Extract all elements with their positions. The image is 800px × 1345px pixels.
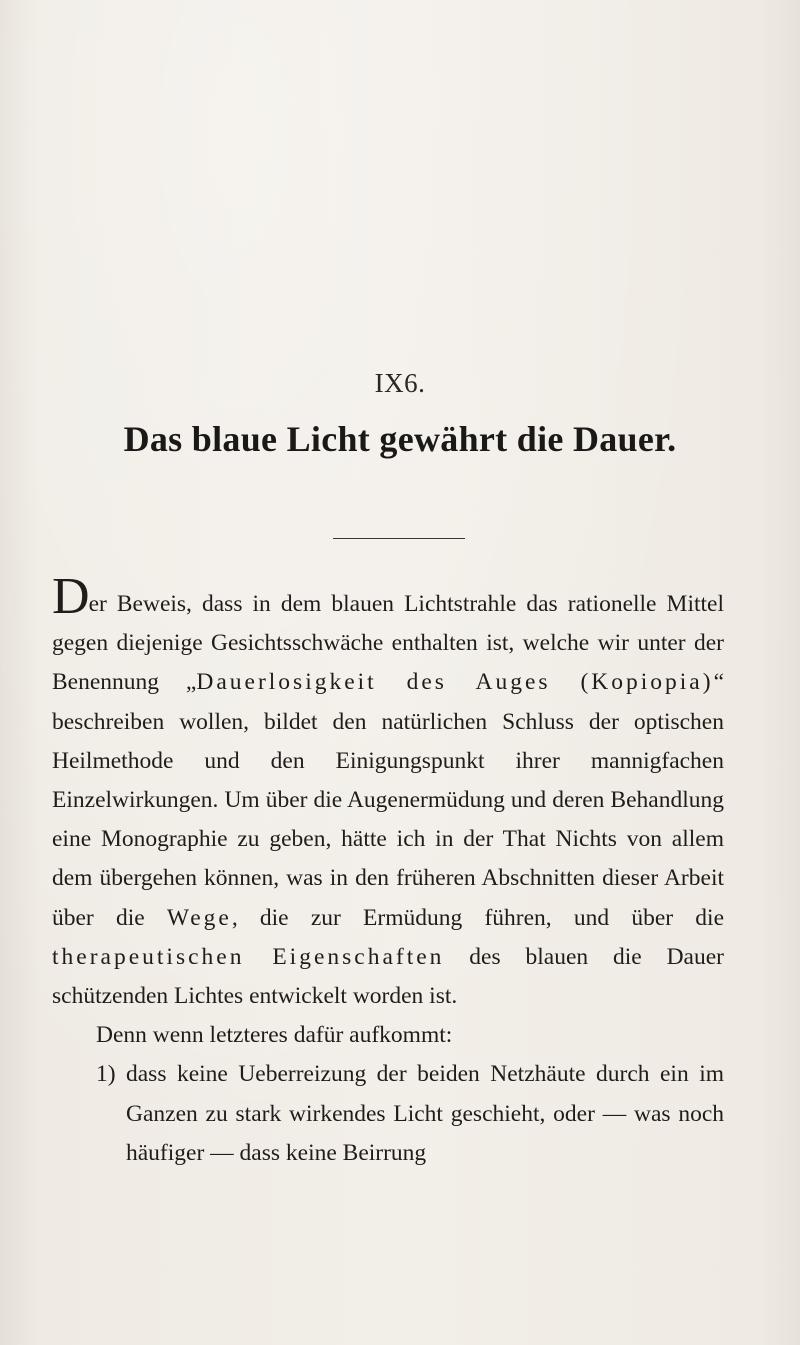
- paragraph-1-part-c: , die zur Ermüdung führen, und über die: [231, 904, 724, 931]
- emphasis-dauerlosigkeit: Dauerlosigkeit des Auges (Kopiopia): [196, 669, 714, 696]
- drop-cap: D: [52, 568, 90, 625]
- paragraph-1-part-d: des blauen die Dauer schützenden Lichtes entwickelt worden ist.: [52, 943, 724, 1010]
- list-item-text: dass keine Ueberreizung der beiden Netzhäute durch ein im Ganzen zu stark wirkendes Licht geschieht, oder — was noch häufiger — dass keine Beirrung: [126, 1061, 724, 1166]
- paragraph-1-part-a: er Beweis, dass in dem blauen Lichtstrahle das rationelle Mittel gegen diejenige Gesichtsschwäche enthalten ist, welche wir unter der Benennung „: [52, 591, 724, 696]
- paragraph-1-part-b: “ beschreiben wollen, bildet den natürlichen Schluss der optischen Heilmethode und den Einigungspunkt ihrer mannigfachen Einzelwirkungen. Um über die Augenermüdung und deren Behandlung eine Monographie zu geben, hätte ich in der That Nichts von allem dem übergehen können, was in den früheren Abschnitten dieser Arbeit über die: [52, 669, 724, 931]
- conditions-list: [52, 1055, 724, 1173]
- chapter-number: IX6.: [374, 368, 426, 398]
- list-item: [96, 1055, 724, 1173]
- body-text: [52, 568, 724, 1173]
- paragraph-1: [52, 568, 724, 1016]
- title-divider: [333, 538, 465, 539]
- paragraph-2: Denn wenn letzteres dafür aufkommt:: [96, 1022, 453, 1049]
- chapter-title: Das blaue Licht gewährt die Dauer.: [123, 419, 677, 459]
- emphasis-therapeutischen: therapeutischen Eigenschaften: [52, 943, 445, 970]
- emphasis-wege: Wege: [166, 904, 232, 931]
- list-item-marker: 1): [96, 1061, 116, 1088]
